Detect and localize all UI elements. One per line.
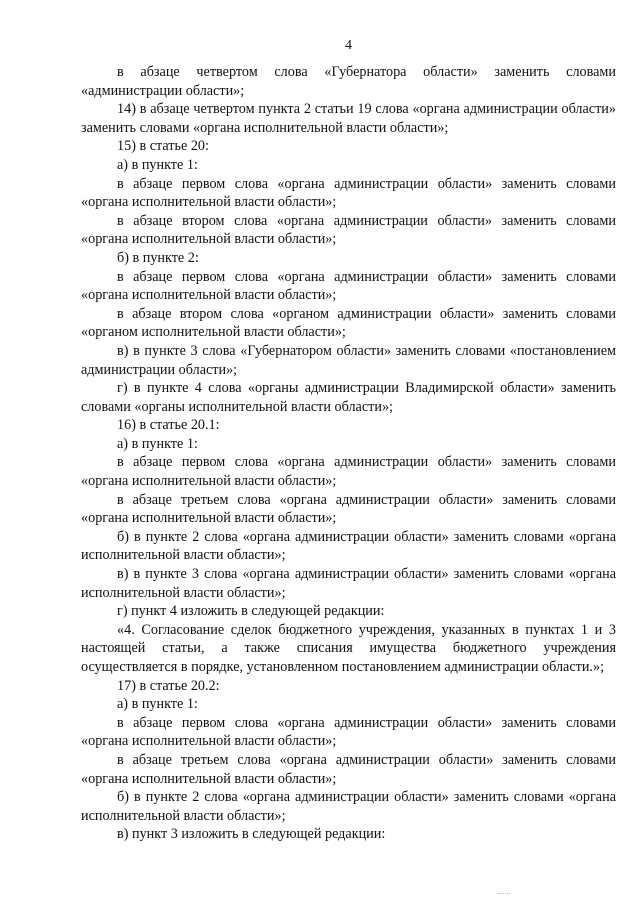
paragraph: в абзаце втором слова «органом администрации области» заменить словами «органом исполнительной власти области»; [81,305,616,341]
paragraph: а) в пункте 1: [117,435,198,452]
paragraph: в) в пункте 3 слова «органа администрации области» заменить словами «органа исполнительной власти области»; [81,566,616,601]
paragraph: в абзаце первом слова «органа администрации области» заменить словами «органа исполнительной власти области»; [81,175,616,211]
paragraph: 16) в статье 20.1: [117,417,220,434]
paragraph: в абзаце первом слова «органа администрации области» заменить словами «органа исполнительной власти области»; [81,268,616,304]
paragraph: в) пункт 3 изложить в следующей редакции: [117,826,386,843]
paragraph: г) в пункте 4 слова «органы администрации Владимирской области» заменить словами «органы исполнительной власти области»; [81,380,616,415]
paragraph: в абзаце первом слова «органа администрации области» заменить словами «органа исполнительной власти области»; [81,454,616,490]
paragraph: б) в пункте 2: [117,249,199,266]
paragraph: в абзаце третьем слова «органа администрации области» заменить словами «органа исполнительной власти области»; [81,751,616,787]
paragraph: 14) в абзаце четвертом пункта 2 статьи 19 слова «органа администрации области» заменить словами «органа исполнительной власти области»; [81,101,616,136]
paragraph: г) пункт 4 изложить в следующей редакции: [117,603,385,620]
paragraph: в абзаце четвертом слова «Губернатора области» заменить словами «администрации области»; [81,64,616,99]
scan-artifact-mark [498,893,510,897]
paragraph: в абзаце втором слова «органа администрации области» заменить словами «органа исполнительной власти области»; [81,212,616,248]
paragraph: «4. Согласование сделок бюджетного учреждения, указанных в пунктах 1 и 3 настоящей статьи, а также списания имущества бюджетного учреждения осуществляется в порядке, установленном постановлением администрации области.»; [81,621,616,675]
paragraph: в абзаце третьем слова «органа администрации области» заменить словами «органа исполнительной власти области»; [81,491,616,527]
document-page [81,0,616,905]
document-body [81,63,616,844]
paragraph: 15) в статье 20: [117,138,209,155]
paragraph: в) в пункте 3 слова «Губернатором области» заменить словами «постановлением администрации области»; [81,342,616,378]
paragraph: б) в пункте 2 слова «органа администрации области» заменить словами «органа исполнительной власти области»; [81,528,616,564]
paragraph: а) в пункте 1: [117,156,198,173]
paragraph: в абзаце первом слова «органа администрации области» заменить словами «органа исполнительной власти области»; [81,714,616,750]
paragraph: б) в пункте 2 слова «органа администрации области» заменить словами «органа исполнительной власти области»; [81,789,616,824]
paragraph: 17) в статье 20.2: [117,677,220,694]
paragraph: а) в пункте 1: [117,696,198,713]
page-number: 4 [345,38,352,53]
